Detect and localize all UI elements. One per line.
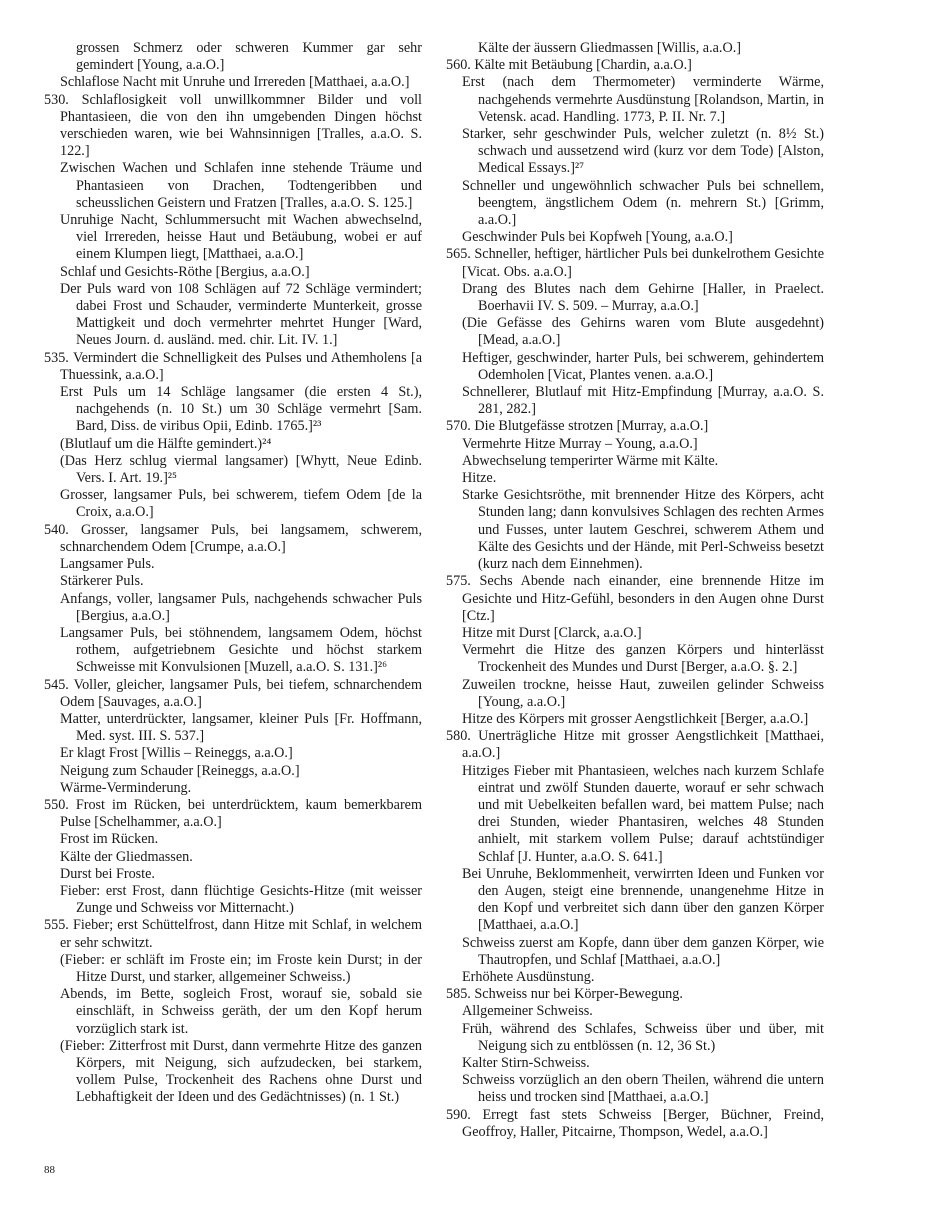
symptom-entry: Kälte der äussern Gliedmassen [Willis, a.a.O.] (478, 40, 741, 56)
left-column (44, 40, 422, 1107)
numbered-entry: 550. Frost im Rücken, bei unterdrücktem, kaum bemerkbarem Pulse [Schelhammer, a.a.O.] (44, 796, 422, 831)
symptom-entry: Zwischen Wachen und Schlafen inne stehende Träume und Phantasieen von Drachen, Todtengeribben und scheusslichen Geistern und Fratzen [Tralles, a.a.O. S. 125.] (60, 160, 422, 211)
symptom-entry: Matter, unterdrückter, langsamer, kleiner Puls [Fr. Hoffmann, Med. syst. III. S. 537.] (60, 710, 422, 745)
numbered-entry: 565. Schneller, heftiger, härtlicher Puls bei dunkelrothem Gesichte [Vicat. Obs. a.a.O.] (446, 246, 824, 280)
symptom-entry: Er klagt Frost [Willis – Reineggs, a.a.O.] (60, 745, 293, 762)
numbered-entry: 570. Die Blutgefässe strotzen [Murray, a.a.O.] (446, 418, 709, 435)
symptom-entry: Allgemeiner Schweiss. (462, 1003, 593, 1020)
numbered-entry: 555. Fieber; erst Schüttelfrost, dann Hitze mit Schlaf, in welchem er sehr schwitzt. (44, 917, 422, 951)
symptom-entry: Erst (nach dem Thermometer) verminderte Wärme, nachgehends vermehrte Ausdünstung [Rolandson, Martin, in Vetensk. acad. Handling. 1773, P. II. Nr. 7.] (462, 74, 824, 125)
symptom-entry: Der Puls ward von 108 Schlägen auf 72 Schläge vermindert; dabei Frost und Schauder, verminderte Munterkeit, grosse Mattigkeit und doch vermehrter mehrtet Hunger [Ward, Neues Journ. d. ausländ. med. chir. Lit. IV. 1.] (60, 280, 422, 349)
symptom-entry: Unruhige Nacht, Schlummersucht mit Wachen abwechselnd, viel Irrereden, heisse Haut und Betäubung, wobei er auf einem Klumpen liegt, [Matthaei, a.a.O.] (60, 212, 422, 263)
symptom-entry: Schnellerer, Blutlauf mit Hitz-Empfindung [Murray, a.a.O. S. 281, 282.] (462, 384, 824, 418)
numbered-entry: 590. Erregt fast stets Schweiss [Berger, Büchner, Freind, Geoffroy, Haller, Pitcairne, Thompson, Wedel, a.a.O.] (446, 1106, 824, 1140)
numbered-entry: 545. Voller, gleicher, langsamer Puls, bei tiefem, schnarchendem Odem [Sauvages, a.a.O.] (44, 676, 422, 710)
symptom-entry: Vermehrt die Hitze des ganzen Körpers und hinterlässt Trockenheit des Mundes und Durst [Berger, a.a.O. §. 2.] (462, 642, 824, 676)
symptom-entry: Langsamer Puls. (60, 556, 155, 573)
symptom-entry: Grosser, langsamer Puls, bei schwerem, tiefem Odem [de la Croix, a.a.O.] (60, 487, 422, 521)
symptom-entry: Abends, im Bette, sogleich Frost, worauf sie, sobald sie einschläft, in Schweiss geräth, der um den Kopf herum vorzüglich stark ist. (60, 986, 422, 1037)
symptom-entry: Früh, während des Schlafes, Schweiss über und über, mit Neigung sich zu entblössen (n. 12, 36 St.) (462, 1020, 824, 1054)
symptom-entry: Schneller und ungewöhnlich schwacher Puls bei schnellem, beengtem, ängstlichem Odem (n. mehrern St.) [Grimm, a.a.O.] (462, 177, 824, 229)
numbered-entry: 530. Schlaflosigkeit voll unwillkommner Bilder und voll Phantasieen, die von den ihn umgebenden Dingen höchst verschieden waren, wie bei Wahnsinnigen [Tralles, a.a.O. S. 122.] (44, 91, 422, 160)
symptom-entry: Schlaflose Nacht mit Unruhe und Irrereden [Matthaei, a.a.O.] (60, 74, 410, 91)
symptom-entry: grossen Schmerz oder schweren Kummer gar sehr gemindert [Young, a.a.O.] (76, 40, 422, 74)
symptom-entry: Neigung zum Schauder [Reineggs, a.a.O.] (60, 762, 300, 779)
symptom-entry: Schweiss zuerst am Kopfe, dann über dem ganzen Körper, wie Thautropfen, und Schlaf [Matthaei, a.a.O.] (462, 934, 824, 968)
symptom-entry: Frost im Rücken. (60, 831, 159, 848)
symptom-entry: Erhöhete Ausdünstung. (462, 968, 595, 985)
symptom-entry: Zuweilen trockne, heisse Haut, zuweilen gelinder Schweiss [Young, a.a.O.] (462, 676, 824, 710)
symptom-entry: Bei Unruhe, Beklommenheit, verwirrten Ideen und Funken vor den Augen, steigt eine brennende, unangenehme Hitze in den Kopf und verbreitet sich dann über den ganzen Körper [Matthaei, a.a.O.] (462, 865, 824, 934)
symptom-entry: Kalter Stirn-Schweiss. (462, 1054, 590, 1071)
numbered-entry: 535. Vermindert die Schnelligkeit des Pulses und Athemholens [a Thuessink, a.a.O.] (44, 349, 422, 383)
symptom-entry: Langsamer Puls, bei stöhnendem, langsamem Odem, höchst rothem, aufgetriebnem Gesichte und höchst starkem Schweisse mit Konvulsionen [Muzell, a.a.O. S. 131.]²⁶ (60, 624, 422, 676)
symptom-entry: (Blutlauf um die Hälfte gemindert.)²⁴ (60, 435, 272, 452)
symptom-entry: Wärme-Verminderung. (60, 779, 192, 796)
symptom-entry: Heftiger, geschwinder, harter Puls, bei schwerem, gehindertem Odemholen [Vicat, Plantes venen. a.a.O.] (462, 349, 824, 383)
right-column (446, 40, 824, 1141)
symptom-entry: Abwechselung temperirter Wärme mit Kälte. (462, 452, 719, 469)
numbered-entry: 540. Grosser, langsamer Puls, bei langsamem, schwerem, schnarchendem Odem [Crumpe, a.a.O.] (44, 521, 422, 555)
symptom-entry: Geschwinder Puls bei Kopfweh [Young, a.a.O.] (462, 229, 733, 246)
symptom-entry: Schlaf und Gesichts-Röthe [Bergius, a.a.O.] (60, 263, 310, 280)
symptom-entry: Hitziges Fieber mit Phantasieen, welches nach kurzem Schlafe eintrat und zwölf Stunden dauerte, worauf er sehr schwach und mit Uebelkeiten befallen ward, bei mattem Pulse; nach drei Stunden, wieder Phantasiren, welches 48 Stunden anhielt, mit starkem vollem Pulse; darauf achtstündiger Schlaf [J. Hunter, a.a.O. S. 641.] (462, 762, 824, 865)
symptom-entry: Stärkerer Puls. (60, 573, 144, 590)
symptom-entry: (Fieber: Zitterfrost mit Durst, dann vermehrte Hitze des ganzen Körpers, mit Neigung, sich aufzudecken, bei starkem, vollem Pulse, Trockenheit des Rachens ohne Durst und Lebhaftigkeit der Ideen und des Gedächtnisses) (n. 1 St.) (60, 1037, 422, 1106)
symptom-entry: Starker, sehr geschwinder Puls, welcher zuletzt (n. 8½ St.) schwach und aussetzend wird (kurz vor dem Tode) [Alston, Medical Essays.]²⁷ (462, 126, 824, 177)
symptom-entry: Starke Gesichtsröthe, mit brennender Hitze des Körpers, acht Stunden lang; dann konvulsives Schlagen des rechten Armes und Fusses, unter lautem Geschrei, schwerem Athem und Kälte des Gesichts und der Hände, mit Perl-Schweiss besetzt (kurz nach dem Einnehmen). (462, 487, 824, 573)
symptom-entry: Hitze des Körpers mit grosser Aengstlichkeit [Berger, a.a.O.] (462, 710, 809, 727)
numbered-entry: 585. Schweiss nur bei Körper-Bewegung. (446, 986, 683, 1003)
numbered-entry: 560. Kälte mit Betäubung [Chardin, a.a.O.] (446, 57, 692, 74)
numbered-entry: 580. Unerträgliche Hitze mit grosser Aengstlichkeit [Matthaei, a.a.O.] (446, 728, 824, 762)
symptom-entry: Erst Puls um 14 Schläge langsamer (die ersten 4 St.), nachgehends (n. 10 St.) um 30 Schläge vermehrt [Sam. Bard, Diss. de viribus Opii, Edinb. 1765.]²³ (60, 384, 422, 435)
symptom-entry: Drang des Blutes nach dem Gehirne [Haller, in Praelect. Boerhavii IV. S. 509. – Murray, a.a.O.] (462, 280, 824, 315)
symptom-entry: Fieber: erst Frost, dann flüchtige Gesichts-Hitze (mit weisser Zunge und Schweiss vor Mitternacht.) (60, 882, 422, 917)
symptom-entry: Hitze mit Durst [Clarck, a.a.O.] (462, 624, 642, 641)
symptom-entry: Durst bei Froste. (60, 865, 155, 882)
symptom-entry: (Die Gefässe des Gehirns waren vom Blute ausgedehnt) [Mead, a.a.O.] (462, 315, 824, 349)
page-number: 88 (44, 1164, 55, 1176)
numbered-entry: 575. Sechs Abende nach einander, eine brennende Hitze im Gesichte und Hitz-Gefühl, besonders in den Augen ohne Durst [Ctz.] (446, 573, 824, 624)
symptom-entry: (Das Herz schlug viermal langsamer) [Whytt, Neue Edinb. Vers. I. Art. 19.]²⁵ (60, 452, 422, 487)
symptom-entry: Vermehrte Hitze Murray – Young, a.a.O.] (462, 435, 698, 452)
symptom-entry: (Fieber: er schläft im Froste ein; im Froste kein Durst; in der Hitze Durst, und starker, allgemeiner Schweiss.) (60, 951, 422, 985)
symptom-entry: Schweiss vorzüglich an den obern Theilen, während die untern heiss und trocken sind [Matthaei, a.a.O.] (462, 1072, 824, 1106)
symptom-entry: Anfangs, voller, langsamer Puls, nachgehends schwacher Puls [Bergius, a.a.O.] (60, 590, 422, 624)
symptom-entry: Hitze. (462, 470, 497, 487)
symptom-entry: Kälte der Gliedmassen. (60, 848, 193, 865)
